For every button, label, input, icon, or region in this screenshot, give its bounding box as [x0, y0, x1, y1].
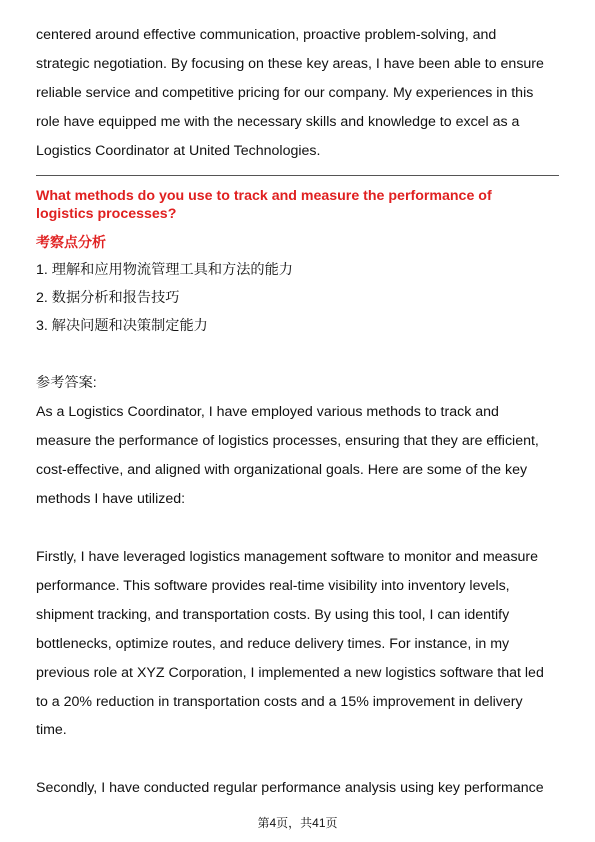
answer-line: cost-effective, and aligned with organizational goals. Here are some of the key: [36, 462, 528, 478]
answer-line: previous role at XYZ Corporation, I implemented a new logistics software that led: [36, 665, 544, 681]
answer-line: shipment tracking, and transportation costs. By using this tool, I can identify: [36, 607, 510, 623]
analysis-item: 2. 数据分析和报告技巧: [36, 290, 180, 306]
intro-line: centered around effective communication, proactive problem-solving, and: [36, 27, 497, 43]
answer-line: time.: [36, 722, 67, 738]
intro-line: reliable service and competitive pricing for our company. My experiences in this: [36, 85, 534, 101]
intro-line: Logistics Coordinator at United Technologies.: [36, 143, 321, 159]
answer-line: Secondly, I have conducted regular performance analysis using key performance: [36, 780, 544, 796]
answer-line: performance. This software provides real-time visibility into inventory levels,: [36, 578, 510, 594]
answer-line: to a 20% reduction in transportation costs and a 15% improvement in delivery: [36, 694, 523, 710]
answer-heading: 参考答案:: [36, 375, 97, 391]
question-title: logistics processes?: [36, 206, 177, 222]
section-divider: [36, 175, 559, 176]
intro-line: strategic negotiation. By focusing on these key areas, I have been able to ensure: [36, 56, 544, 72]
intro-line: role have equipped me with the necessary skills and knowledge to excel as a: [36, 114, 520, 130]
page-number: 第4页，共41页: [257, 816, 338, 830]
answer-line: methods I have utilized:: [36, 491, 186, 507]
answer-line: Firstly, I have leveraged logistics management software to monitor and measure: [36, 549, 539, 565]
question-title: What methods do you use to track and measure the performance of: [36, 188, 492, 204]
analysis-heading: 考察点分析: [36, 234, 106, 250]
analysis-item: 3. 解决问题和决策制定能力: [36, 318, 208, 334]
answer-line: measure the performance of logistics processes, ensuring that they are efficient,: [36, 433, 539, 449]
answer-line: bottlenecks, optimize routes, and reduce delivery times. For instance, in my: [36, 636, 510, 652]
answer-line: As a Logistics Coordinator, I have employed various methods to track and: [36, 404, 499, 420]
analysis-item: 1. 理解和应用物流管理工具和方法的能力: [36, 262, 293, 278]
